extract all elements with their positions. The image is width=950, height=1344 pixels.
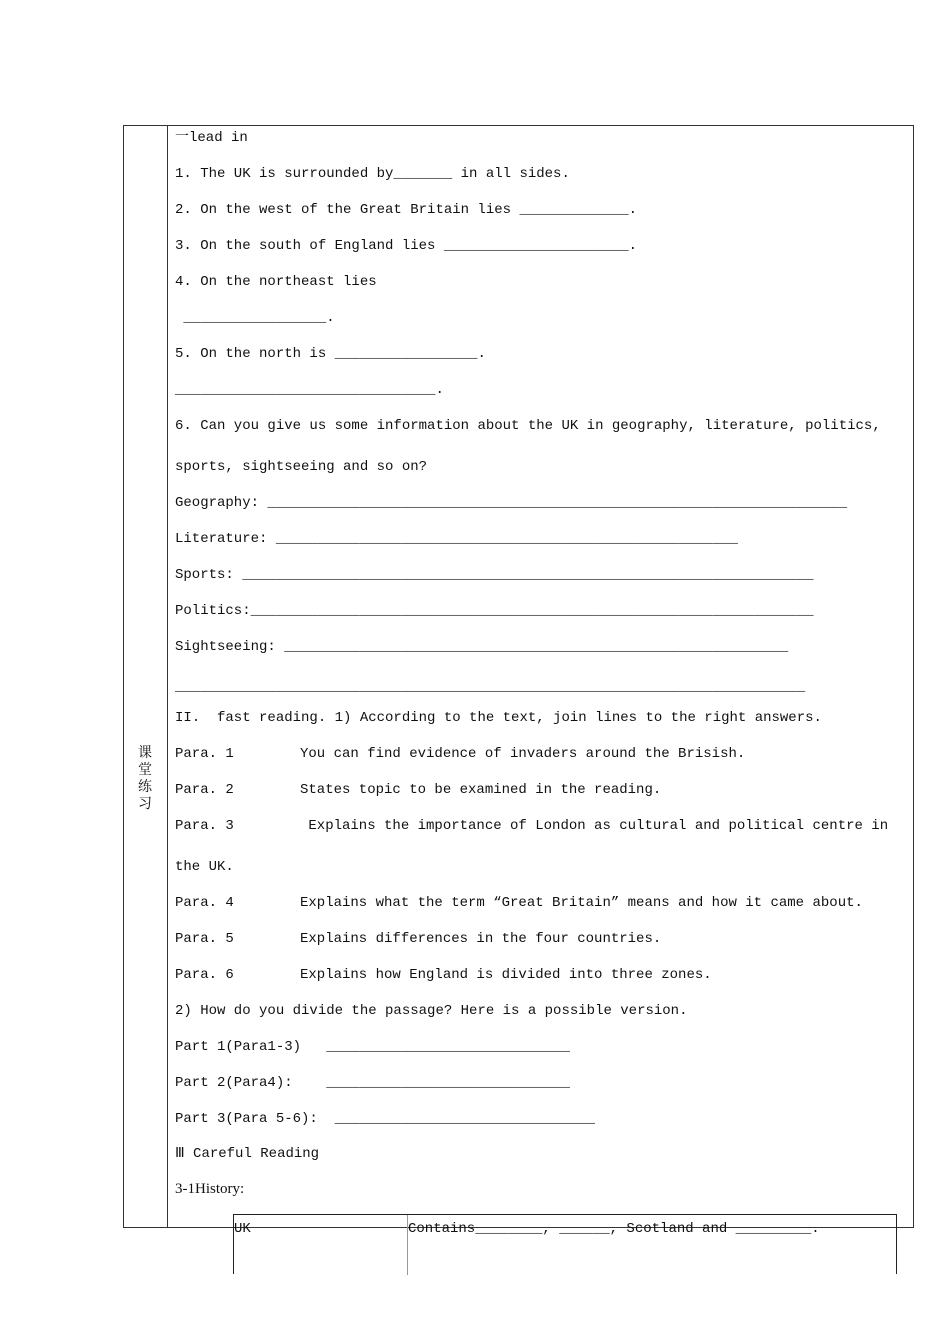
para-description: Explains differences in the four countries. <box>300 931 662 947</box>
worksheet-line: Part 1(Para1-3) _____________________________ <box>175 1039 570 1055</box>
worksheet-line: ___________________________________________________________________________ <box>175 679 806 695</box>
history-heading: 3-1History: <box>175 1181 245 1197</box>
worksheet-line: II. fast reading. 1) According to the text, join lines to the right answers. <box>175 710 822 726</box>
worksheet-line: Sports: ____________________________________________________________________ <box>175 567 814 583</box>
para-label: Para. 1 <box>175 746 234 762</box>
para-label: Para. 6 <box>175 967 234 983</box>
para-label: Para. 5 <box>175 931 234 947</box>
worksheet-line: 3. On the south of England lies ______________________. <box>175 238 638 254</box>
para-label: Para. 4 <box>175 895 234 911</box>
worksheet-line: Sightseeing: ____________________________________________________________ <box>175 639 789 655</box>
para-description: Explains what the term “Great Britain” means and how it came about. <box>300 895 863 911</box>
para-label: Para. 3 <box>175 818 234 834</box>
worksheet-table <box>123 125 914 1228</box>
worksheet-line: sports, sightseeing and so on? <box>175 459 428 475</box>
para-description: States topic to be examined in the reading. <box>300 782 662 798</box>
worksheet-line: 一lead in <box>175 130 248 146</box>
history-table-cell-uk: UK <box>234 1221 251 1237</box>
para-description: You can find evidence of invaders around the Brisish. <box>300 746 746 762</box>
para-description: Explains how England is divided into three zones. <box>300 967 712 983</box>
para-description: the UK. <box>175 859 234 875</box>
column-divider <box>167 125 168 1228</box>
worksheet-line: 5. On the north is _________________. <box>175 346 486 362</box>
worksheet-line: Politics:___________________________________________________________________ <box>175 603 814 619</box>
worksheet-line: 1. The UK is surrounded by_______ in all sides. <box>175 166 570 182</box>
worksheet-line: 4. On the northeast lies <box>175 274 377 290</box>
worksheet-line: _______________________________. <box>175 382 444 398</box>
para-description: Explains the importance of London as cultural and political centre in <box>300 818 889 834</box>
worksheet-line: 2. On the west of the Great Britain lies _____________. <box>175 202 638 218</box>
history-table <box>233 1214 897 1274</box>
para-label: Para. 2 <box>175 782 234 798</box>
worksheet-line: Literature: _______________________________________________________ <box>175 531 738 547</box>
worksheet-line: Ⅲ Careful Reading <box>175 1146 320 1162</box>
worksheet-line: Part 3(Para 5-6): _______________________________ <box>175 1111 596 1127</box>
worksheet-line: 2) How do you divide the passage? Here is a possible version. <box>175 1003 688 1019</box>
worksheet-line: 6. Can you give us some information about the UK in geography, literature, politics, <box>175 418 881 434</box>
history-table-cell-contains: Contains________, ______, Scotland and _________. <box>408 1221 820 1237</box>
worksheet-line: _________________. <box>175 310 335 326</box>
worksheet-line: Geography: _____________________________________________________________________ <box>175 495 848 511</box>
side-label: 课堂练习 <box>138 745 152 812</box>
worksheet-line: Part 2(Para4): _____________________________ <box>175 1075 570 1091</box>
